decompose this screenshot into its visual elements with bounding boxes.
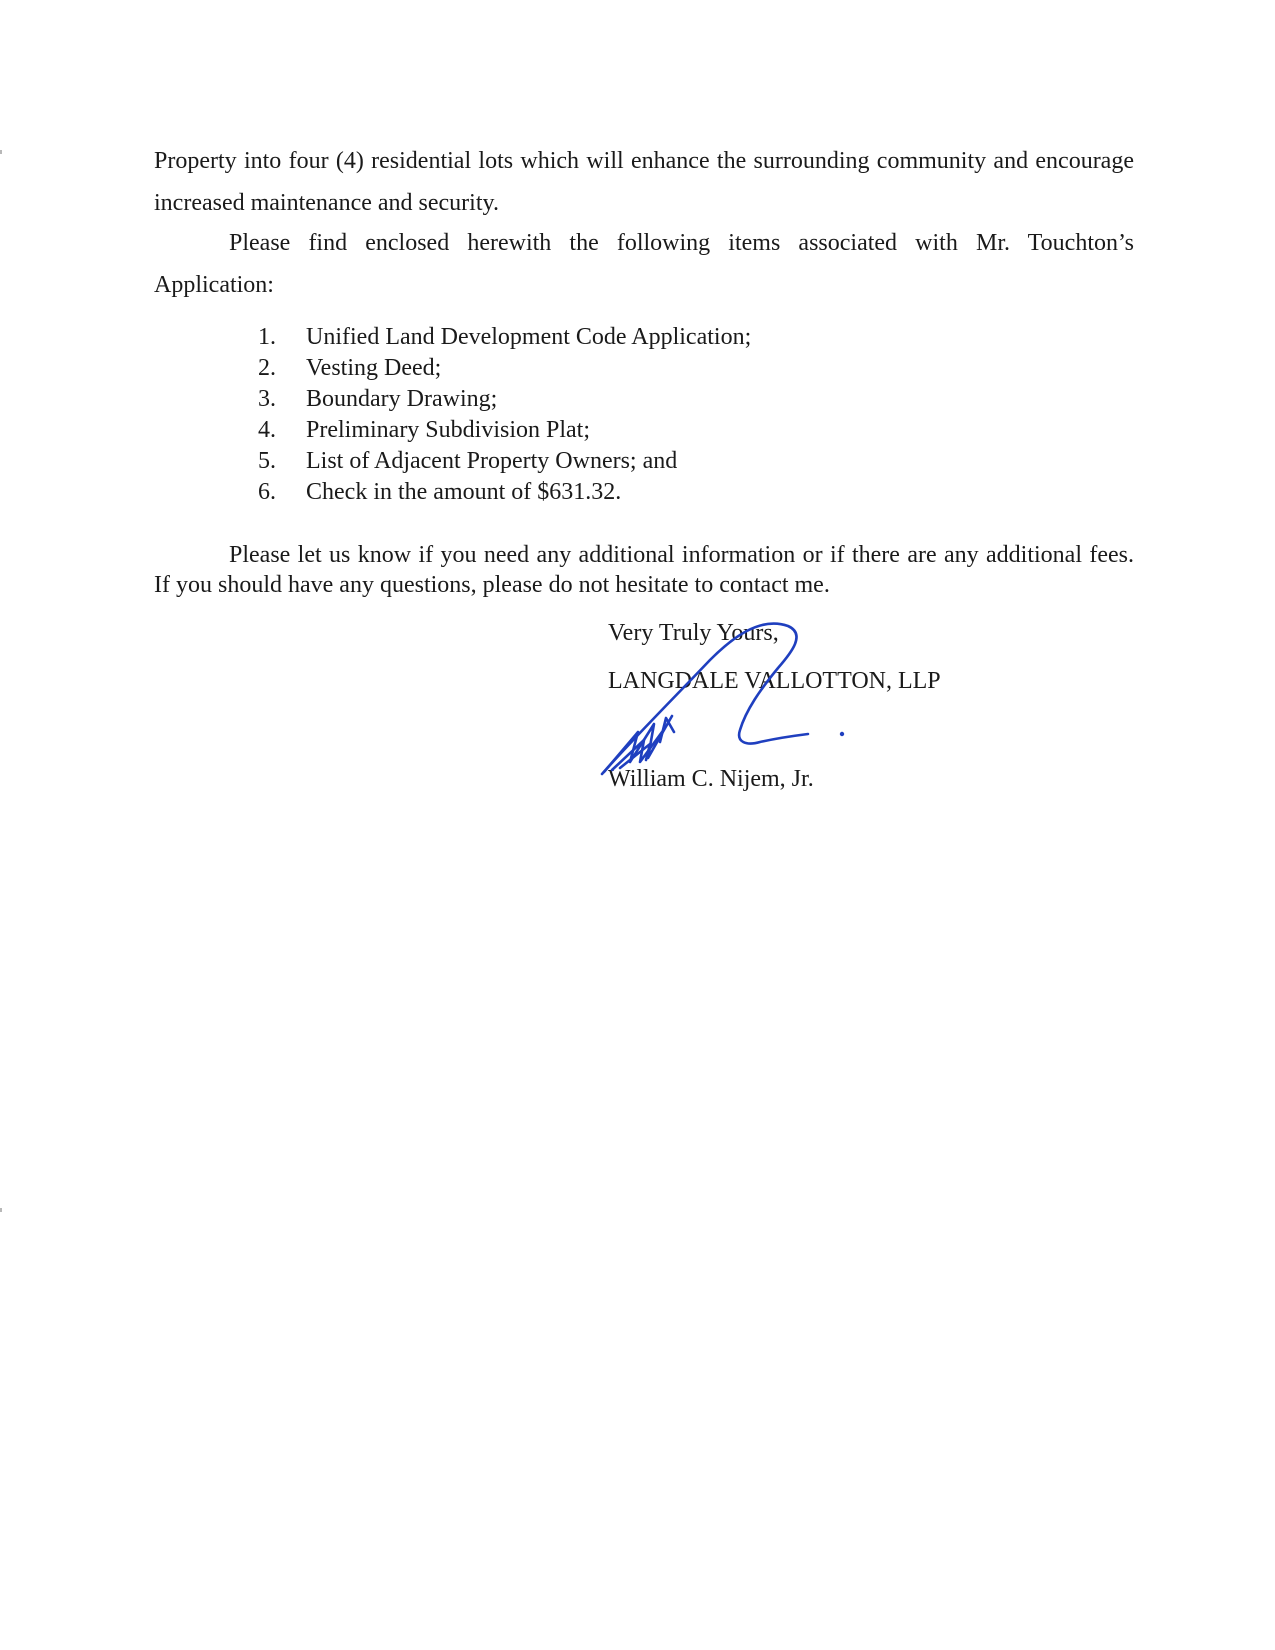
list-item [258, 353, 751, 384]
closing-paragraph: Please let us know if you need any additional information or if there are any additional fees. If you should have any questions, please do not hesitate to contact me. [154, 542, 1134, 598]
list-item-number: 3. [258, 386, 276, 412]
list-item [258, 446, 751, 477]
list-item-text: Unified Land Development Code Application; [306, 324, 752, 350]
list-item-number: 6. [258, 479, 276, 505]
list-item-number: 4. [258, 417, 276, 443]
list-item [258, 384, 751, 415]
salutation: Very Truly Yours, [608, 620, 779, 646]
list-item [258, 322, 751, 353]
list-item-text: Preliminary Subdivision Plat; [306, 417, 591, 443]
firm-name: LANGDALE VALLOTTON, LLP [608, 668, 941, 694]
enclosure-paragraph: Please find enclosed herewith the following items associated with Mr. Touchton’s Application: [154, 230, 1134, 298]
scan-mark [0, 1208, 2, 1212]
list-item-text: List of Adjacent Property Owners; and [306, 448, 678, 474]
intro-paragraph: Property into four (4) residential lots which will enhance the surrounding community and encourage increased maintenance and security. [154, 148, 1134, 216]
list-item [258, 415, 751, 446]
list-item-number: 5. [258, 448, 276, 474]
list-item-number: 2. [258, 355, 276, 381]
scan-mark [0, 150, 2, 154]
list-item-text: Boundary Drawing; [306, 386, 498, 412]
list-item-text: Vesting Deed; [306, 355, 442, 381]
list-item [258, 477, 751, 508]
signer-name: William C. Nijem, Jr. [608, 766, 814, 792]
handwritten-signature [600, 612, 860, 792]
list-item-text: Check in the amount of $631.32. [306, 479, 622, 505]
enclosure-list [258, 322, 751, 508]
list-item-number: 1. [258, 324, 276, 350]
